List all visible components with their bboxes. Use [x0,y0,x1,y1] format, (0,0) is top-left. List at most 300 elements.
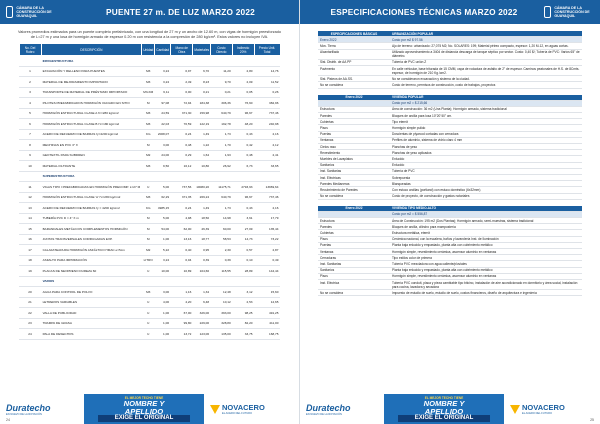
left-ad-banner [0,394,300,424]
table-row [19,140,280,151]
budget-cell-i: 28,89 [232,266,254,277]
budget-cell-i: 0,10 [232,255,254,266]
budget-cell-p [254,56,280,67]
budget-cell-q [155,171,171,182]
budget-cell-q: 62,29 [155,192,171,203]
budget-cell-mo: 67,00 [171,308,193,319]
spec-key: Pisos [318,236,390,242]
budget-cell-mo: 371,30 [171,108,193,119]
budget-cell-cd: 10,12 [211,297,233,308]
budget-cell-n: 2 [19,77,41,88]
spec-key: ESPECIFICACIONES BÁSICAS [318,31,390,37]
spec-value: Costo por m2 = $ 215,66 [390,100,582,106]
duratecho-logo [0,403,84,416]
novacero-mark-right-icon [510,405,520,414]
novacero-logo-right [504,403,565,415]
table-row [19,129,280,140]
budget-cell-p: 0,26 [254,87,280,98]
budget-cell-p: 491,25 [254,308,280,319]
promo-name-right: NOMBRE Y [423,399,465,408]
budget-cell-m: 0,21 [193,87,211,98]
left-page-title: PUENTE 27 m. DE LUZ MARZO 2022 [106,7,255,17]
spec-key: Inst. Sanitarias [318,168,390,174]
budget-cell-d: EXCAVACIÓN Y RELLENO PARA PUENTES [41,66,142,77]
budget-cell-cd: 640,79 [211,192,233,203]
budget-cell-u: M3-KM [142,87,155,98]
budget-cell-m: 1,49 [193,203,211,214]
promo-exige-right: EXIGE EL ORIGINAL [398,415,490,422]
spec-value: Cerámica nacional, con la escalera, baños y lavandería Inst. de Iluminación [390,236,582,242]
budget-cell-m: 10,80 [193,161,211,172]
budget-cell-q [155,276,171,287]
budget-cell-m: 0,39 [193,255,211,266]
spec-value: Bloques de arcilla para losa 10"20"40" cm. [390,113,582,119]
budget-cell-cd: 328,80 [211,318,233,329]
spec-key: Inst. Eléctrica [318,279,390,289]
spec-value: Enlucido [390,162,582,168]
table-row [19,66,280,77]
budget-cell-q: 6,11 [155,87,171,98]
budget-cell-m [193,276,211,287]
budget-cell-cd: 1,70 [211,140,233,151]
budget-cell-mo: 0,24 [171,203,193,214]
budget-cell-mo: 371,35 [171,192,193,203]
spec-value: Tipo eternit [390,119,582,125]
budget-cell-mo: 2,49 [171,77,193,88]
spec-key: Enero 2022 [318,37,390,43]
table-row [19,203,280,214]
spec-key: Estructura [318,218,390,224]
budget-cell-n: 9 [19,150,41,161]
budget-cell-mo: 0,24 [171,129,193,140]
spec-key: Paredes Medianeras [318,181,390,187]
budget-cell-p: 14,76 [254,66,280,77]
spec-table-vivienda-popular [318,95,582,200]
budget-cell-u: M [142,234,155,245]
budget-cell-q: 97,08 [155,98,171,109]
budget-cell-cd: 135,00 [211,329,233,340]
budget-cell-d: GEOTEXTIL PARA SUBDREN [41,150,142,161]
budget-cell-p: 0,49 [254,255,280,266]
budget-cell-n: 20 [19,287,41,298]
budget-cell-m: 18,50 [193,213,211,224]
budget-cell-u: LITRO [142,255,155,266]
budget-column-header: Mano de Obra [171,44,193,56]
novacero-name: NOVACERO [222,403,265,412]
budget-cell-u: KG [142,129,155,140]
spec-value: Planchas de yeso [390,144,582,150]
budget-cell-n: 7 [19,129,41,140]
budget-cell-p: 2,87 [254,245,280,256]
budget-cell-i: 82,20 [232,318,254,329]
spec-key: Mov. Tierra [318,43,390,49]
budget-column-header: Materiales [193,44,211,56]
budget-cell-d: PILOTES PREFABRICADOS HORMIGÓN VACIADO EN SITIO [41,98,142,109]
budget-cell-p: 737,46 [254,108,280,119]
spec-key: Ventanas [318,249,390,255]
table-row [19,77,280,88]
budget-cell-mo: 0,40 [171,245,193,256]
budget-cell-p [254,171,280,182]
budget-cell-cd: 26,92 [211,161,233,172]
spec-key: Revestimiento [318,150,390,156]
budget-cell-i: 3,61 [232,213,254,224]
spec-key: Inst. Sanitarias [318,261,390,267]
budget-cell-q: 3,24 [155,255,171,266]
budget-cell-u: U [142,329,155,340]
chamber-logo-mark-right-icon [544,6,551,18]
budget-column-header: Unidad [142,44,155,56]
budget-cell-u: M3 [142,66,155,77]
budget-cell-u: KG [142,203,155,214]
chamber-logo-right [538,0,600,24]
budget-cell-cd [211,276,233,287]
table-row [19,297,280,308]
budget-cell-u: U [142,297,155,308]
spec-key: Cerraduras [318,255,390,261]
budget-cell-m: 123,06 [193,329,211,340]
budget-cell-n: 16 [19,234,41,245]
budget-cell-mo: 1,16 [171,287,193,298]
spec-key: Enero 2022 [318,95,390,101]
budget-cell-q: 3,24 [155,66,171,77]
spec-value: En calle vehicular, base triturada de 15 CMM, capa de rodadura de asfalto de 2" de espesor. Caminos peatonales de H.S. de 8Cmts. espesor, de hormigón de 210 Kg./cm2. [390,65,582,75]
budget-cell-u [142,276,155,287]
table-row [19,108,280,119]
spec-value: Tubería PVC mezcladora con agua caliente/pluviales [390,261,582,267]
spec-key: Cielos raso [318,144,390,150]
budget-cell-n: 17 [19,245,41,256]
table-row [19,234,280,245]
budget-cell-m: 229,00 [193,318,211,329]
budget-table [19,43,281,340]
budget-column-header: Costo Directo [211,44,233,56]
budget-cell-p: 11,52 [254,77,280,88]
budget-header-row [19,44,280,56]
budget-cell-i: 48,20 [232,119,254,130]
budget-cell-q: 9,50 [155,161,171,172]
budget-cell-n: 13 [19,203,41,214]
budget-cell-n [19,56,41,67]
budget-cell-q: 24,59 [155,108,171,119]
budget-cell-i [232,56,254,67]
budget-cell-n: 11 [19,182,41,193]
chamber-logo [0,0,62,24]
spec-value: Hormigón simple pulido [390,125,582,131]
budget-cell-cd: 0,39 [211,255,233,266]
budget-cell-mo [171,171,193,182]
spec-key: Sanitarios [318,267,390,273]
budget-cell-i: 96,67 [232,108,254,119]
table-row [318,65,582,75]
budget-cell-n: 5 [19,108,41,119]
spec-value: Costo por m2 $ 97.56 [390,37,582,43]
budget-cell-mo [171,56,193,67]
table-row [19,213,280,224]
budget-cell-m: 326,00 [193,308,211,319]
promo-exige: EXIGE EL ORIGINAL [98,415,190,422]
budget-cell-n: 14 [19,213,41,224]
budget-cell-n: 8 [19,140,41,151]
budget-cell-i [232,171,254,182]
budget-cell-i: 3,12 [232,287,254,298]
budget-cell-mo: 99,80 [171,318,193,329]
spec-value: Tubería de PVC unión Z [390,59,582,65]
budget-cell-u: M3 [142,108,155,119]
budget-cell-m: 1,34 [193,287,211,298]
spec-value: Tubería de PVC [390,168,582,174]
spec-table-urbanizacion [318,31,582,89]
budget-cell-d: HORMIGÓN ESTRUCTURAL CLASE B f'c=180 kg/cm2 [41,119,142,130]
novacero-name-right: NOVACERO [522,403,565,412]
budget-cell-d: ACERO DE REFUERZO DE BARRAS fy = 4200 kg/cm2 [41,203,142,214]
budget-cell-d: PALA DE DESECHOS [41,329,142,340]
budget-cell-n: 15 [19,224,41,235]
budget-cell-cd: 192,78 [211,119,233,130]
spec-key: Pisos [318,125,390,131]
budget-cell-q: 1,00 [155,234,171,245]
budget-cell-q: 2008,07 [155,129,171,140]
right-page [300,0,600,424]
budget-column-header: Precio Unit. Total [254,44,280,56]
table-row [19,287,280,298]
budget-cell-p: 33,65 [254,161,280,172]
spec-value: Hormigón simple, revestimiento cerámica, ascensor aluminio en ventanas [390,249,582,255]
table-row [19,98,280,109]
budget-cell-mo: 62,00 [171,224,193,235]
table-row [19,318,280,329]
spec-value: Bloques de arcilla, cilindro para mampostería [390,224,582,230]
right-ad-banner [300,394,600,424]
left-header [0,0,299,24]
budget-cell-q: 22,03 [155,119,171,130]
budget-cell-mo: 72,94 [171,98,193,109]
budget-cell-d: TUBERÍA PVC D = 4" X m [41,213,142,224]
budget-cell-mo: 4,98 [171,213,193,224]
spec-key: Paredes [318,113,390,119]
budget-cell-cd [211,171,233,182]
budget-cell-p: 73,22 [254,234,280,245]
budget-cell-cd: 640,79 [211,108,233,119]
budget-cell-u: M [142,224,155,235]
budget-cell-u [142,171,155,182]
budget-cell-i: 0,48 [232,150,254,161]
budget-cell-i: 2,53 [232,297,254,308]
budget-cell-n: 21 [19,297,41,308]
budget-cell-q: 4,00 [155,297,171,308]
budget-cell-d: VIGAS TIPO I PREFABRICADAS EN HORMIGÓN PRECOMP. L=27 M [41,182,142,193]
budget-cell-u: M3 [142,192,155,203]
spec-value: Planta baja enlucido y empastado, planta alta con cubrimiento metálico [390,267,582,273]
budget-cell-n [19,276,41,287]
budget-cell-i: 76,60 [232,98,254,109]
budget-cell-cd: 9,70 [211,77,233,88]
budget-column-header: Cantidad [155,44,171,56]
budget-cell-d: MATERIAL FILTRANTE [41,161,142,172]
table-row [19,266,280,277]
budget-cell-m: 18,77 [193,234,211,245]
spec-value: Tubería PVC conduit, placa y pieza cambiable tipo bticino, instalación de aire acondicionado en dormitorio y área social, instalación para cocina, lavadora y secadora [390,279,582,289]
novacero-logo [204,403,265,415]
spec-key: Enero 2022 [318,206,390,212]
budget-cell-mo [171,276,193,287]
budget-cell-d: AGUA PARA CONTROL DE POLVO [41,287,142,298]
spec-key: Puertas [318,131,390,137]
promo-apellido-right: APELLIDO [424,406,464,416]
spec-key: No se considera [318,290,390,296]
novacero-mark-icon [210,405,220,414]
spec-value: Costo de terreno, permisos de construcción, costo de trabajos, proyectos [390,82,582,88]
budget-cell-d: BARANDALES METÁLICOS COMPLEMENTOS HORMIGÓN [41,224,142,235]
budget-cell-u [142,56,155,67]
budget-cell-i: 0,43 [232,203,254,214]
promo-name: NOMBRE Y [123,399,165,408]
table-row [19,182,280,193]
budget-cell-d: ACERO DE REFUERZO DE BARRAS fy=4200 kg/cm2 [41,129,142,140]
spec-key: Estructura [318,106,390,112]
budget-cell-u: U [142,308,155,319]
budget-cell-cd: 60,00 [211,224,233,235]
budget-cell-n: 10 [19,161,41,172]
budget-cell-d: TRANSPORTE DE MATERIAL DE PRÉSTAMO IMPORTADO [41,87,142,98]
budget-cell-q: 5,00 [155,182,171,193]
budget-cell-m: 269,24 [193,192,211,203]
spec-value: Planchas de yeso aplicados [390,150,582,156]
budget-cell-m: 1,22 [193,140,211,151]
duratecho-tagline-right: EN NUEVO DE LA ROTACIÓN [306,412,342,416]
right-page-title: ESPECIFICACIONES TÉCNICAS MARZO 2022 [330,7,518,17]
budget-cell-cd: 58,53 [211,234,233,245]
budget-cell-p: 2,12 [254,140,280,151]
budget-cell-i: 2793,93 [232,182,254,193]
budget-cell-q: 3,00 [155,140,171,151]
spec-key: Sist. Distrib. de AA PP [318,59,390,65]
table-row [19,150,280,161]
spec-key: Pavimento [318,65,390,75]
table-row [19,87,280,98]
budget-cell-cd: 11175,71 [211,182,233,193]
budget-cell-i: 6,73 [232,161,254,172]
budget-cell-i: 2,80 [232,66,254,77]
budget-cell-m: 1,49 [193,129,211,140]
budget-cell-p: 12,65 [254,297,280,308]
budget-cell-d: ASFALTO PARA IMPRIMACIÓN [41,255,142,266]
budget-cell-q: 24,00 [155,150,171,161]
budget-cell-p: 240,98 [254,119,280,130]
budget-cell-u: M3 [142,287,155,298]
budget-cell-p: 382,96 [254,98,280,109]
promo-apellido: APELLIDO [124,406,164,416]
spec-value: Planta baja enlucido y empastado, planta alta con cubrimiento metálico [390,242,582,248]
spec-value: Con estuco arcillas (portland) con estuco doméstico (6x32mm) [390,187,582,193]
budget-cell-q: 5,00 [155,213,171,224]
budget-cell-m: 46,39 [193,224,211,235]
budget-cell-q [155,56,171,67]
spec-table-vivienda-medio-alto [318,206,582,297]
table-row [318,82,582,88]
budget-cell-u: U [142,266,155,277]
budget-cell-d: CALAFATEADURA HORMIGÓN ASFÁLTICO HMAC e=5cm [41,245,142,256]
budget-cell-cd: 11,20 [211,66,233,77]
budget-cell-mo: 70,59 [171,119,193,130]
budget-cell-cd: 393,00 [211,308,233,319]
spec-key: Recubrimiento de Paredes [318,187,390,193]
spec-value: Blanqueadas [390,181,582,187]
budget-cell-u: M2 [142,245,155,256]
budget-cell-cd [211,56,233,67]
budget-cell-i: 96,67 [232,192,254,203]
budget-cell-i: 0,43 [232,129,254,140]
budget-cell-p: 168,75 [254,329,280,340]
spec-value: Tipo estilos color de primera [390,255,582,261]
budget-cell-m [193,171,211,182]
spec-key: Sanitarios [318,162,390,168]
spec-value: No se consideraron excavación y sistema de la ciudad. [390,76,582,82]
budget-section-row [19,276,280,287]
spec-key: Pisos [318,273,390,279]
table-row [19,245,280,256]
budget-cell-d: MATERIAL DE MEJORAMIENTO IMPORTADO [41,77,142,88]
budget-cell-n: 3 [19,87,41,98]
budget-section-row [19,171,280,182]
budget-cell-d: PLACAS DE NEOPRENO DUREZA 60 [41,266,142,277]
budget-cell-p: 13969,64 [254,182,280,193]
table-row [318,279,582,289]
budget-cell-u: M2 [142,150,155,161]
budget-cell-q: 5,22 [155,245,171,256]
right-header [300,0,600,24]
chamber-logo-text: CÁMARA DE LA CONSTRUCCIÓN DE GUAYAQUIL [16,6,52,18]
budget-cell-p: 144,44 [254,266,280,277]
budget-cell-p: 135,44 [254,224,280,235]
spec-value: Estructura metálica, eternit [390,230,582,236]
budget-cell-p: 2,41 [254,150,280,161]
budget-cell-cd: 1,73 [211,203,233,214]
budget-cell-q: 1,00 [155,318,171,329]
promo-block-right [384,394,504,424]
spec-value: Impuesto de estudio de suelo, estudio de suelo, costos financieros, diseño de arquitectura e ingeniería [390,290,582,296]
novacero-tagline-right: EL ACERO DEL FUTURO [522,412,553,415]
budget-cell-d: VARIOS [41,276,142,287]
promo-block [84,394,204,424]
spec-value: Doscientas de plywood cortadas con cerradura [390,131,582,137]
spec-value: Área de Construcción: 195 m2 (Dos Plantas); Hormigón armado, semi-muestras, sistema tradicional [390,218,582,224]
budget-cell-p: 2,16 [254,129,280,140]
budget-cell-m: 8,23 [193,77,211,88]
budget-cell-mo: 0,04 [171,255,193,266]
table-row [19,161,280,172]
budget-cell-m [193,56,211,67]
budget-cell-mo: 16,12 [171,161,193,172]
budget-cell-q: 10,00 [155,266,171,277]
duratecho-logo-right [300,403,384,416]
budget-cell-q: 54,00 [155,224,171,235]
budget-cell-u: M3 [142,77,155,88]
budget-cell-mo: 4,20 [171,297,193,308]
budget-cell-u: M [142,140,155,151]
budget-cell-i: 0,05 [232,87,254,98]
budget-cell-mo: 737,56 [171,182,193,193]
budget-cell-mo: 0,29 [171,150,193,161]
budget-cell-cd: 1,93 [211,150,233,161]
budget-cell-u: U [142,182,155,193]
spec-value: Costo por m2 = $ 556,87 [390,211,582,217]
budget-cell-p: 411,00 [254,318,280,329]
table-row [318,290,582,296]
budget-cell-n: 23 [19,318,41,329]
budget-cell-q: 4985,15 [155,203,171,214]
chamber-logo-text-right: CÁMARA DE LA CONSTRUCCIÓN DE GUAYAQUIL [554,6,590,18]
